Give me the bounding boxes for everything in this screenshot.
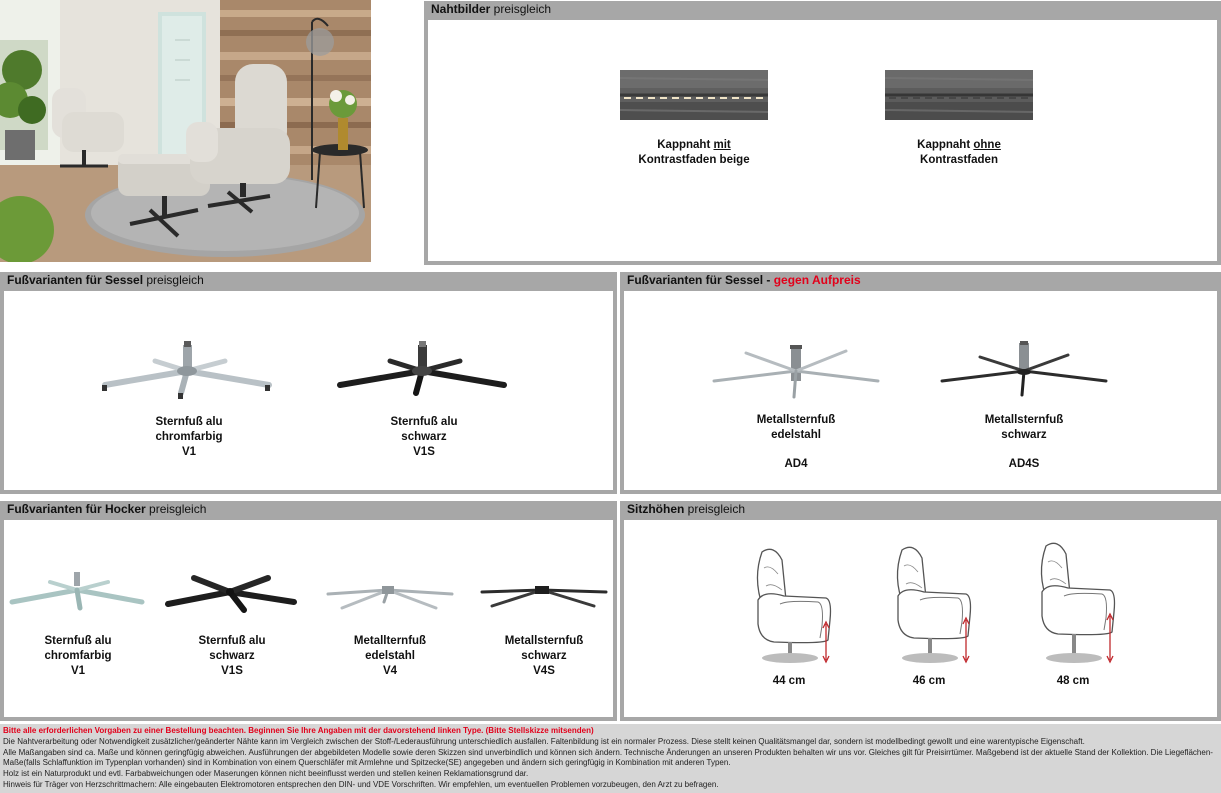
sessel-ad4-name1: Metallsternfuß: [756, 414, 836, 426]
hocker-v4s-code: V4S: [533, 665, 555, 677]
sessel-extra-panel: [620, 272, 1221, 494]
seat-height-panel: [620, 501, 1221, 721]
hocker-v4-name1: Metallternfuß: [353, 635, 427, 647]
hocker-base-v1s: [164, 572, 300, 679]
hocker-v4-code: V4: [382, 665, 398, 677]
sessel-ad4s-code: AD4S: [1008, 458, 1040, 470]
seat-height-46-label: 46 cm: [912, 675, 946, 687]
chair-sketch-48-icon: [1028, 540, 1118, 668]
seam-contrast-label1: Kappnaht: [657, 139, 714, 151]
sessel-ad4s-name1: Metallsternfuß: [984, 414, 1064, 426]
hocker-v1-code: V1: [70, 665, 86, 677]
living-room-photo: [0, 0, 371, 262]
sessel-v1s-code: V1S: [413, 446, 435, 458]
seat-height-panel-header: Sitzhöhen preisgleich: [627, 502, 746, 516]
stool-star-chrome-icon: [8, 572, 148, 614]
seat-height-46: [884, 540, 974, 689]
seam-contrast-label1-underline: mit: [713, 139, 731, 151]
sessel-v1-name2: chromfarbig: [155, 431, 223, 443]
seat-height-panel-body: [624, 520, 1217, 717]
note-wood: Holz ist ein Naturprodukt und evtl. Farbabweichungen oder Maserungen können nicht beeinflusst werden und stellen keinen Reklamationsgrund dar.: [3, 769, 529, 779]
sessel-v1-code: V1: [181, 446, 197, 458]
seam-plain-label1: Kappnaht: [917, 139, 974, 151]
hocker-v4s-name2: schwarz: [521, 650, 567, 662]
star-base-black-icon: [334, 341, 514, 401]
hocker-panel-header: Fußvarianten für Hocker preisgleich: [7, 502, 207, 516]
chair-sketch-46-icon: [884, 540, 974, 668]
sessel-std-panel: [0, 272, 617, 494]
sessel-extra-panel-body: [624, 291, 1217, 490]
hocker-panel-body: [4, 520, 613, 717]
hocker-v1s-name2: schwarz: [209, 650, 255, 662]
sessel-v1s-name2: schwarz: [401, 431, 447, 443]
seam-item-plain: [885, 70, 1033, 168]
seam-contrast-label2: Kontrastfaden beige: [638, 154, 750, 166]
hocker-panel: [0, 501, 617, 721]
hocker-base-v4: [324, 572, 456, 679]
note-dimensions: Alle Maßangaben sind ca. Maße und können geringfügig abweichen. Ausführungen der abgebildeten Modelle sowie deren Skizzen sind unverbindlich und können sich ändern. Technische Änderungen an unseren Produkten behalten wir uns vor. Gleiches gilt für Preisirrtümer. Maßgebend ist der aktuelle Stand der Kollektion. Die Liegeflächen-Maße(falls Schlaffunktion im Typenplan vorhanden) sind in Kombination von einem Querschläfer mit Armlehne und Spitzecke(SE) angegeben und ändern sich geringfügig in Kombination mit anderen Typen.: [3, 747, 1213, 768]
seam-plain-swatch: [885, 70, 1033, 120]
seat-height-44-label: 44 cm: [772, 675, 806, 687]
sessel-ad4-code: AD4: [784, 458, 808, 470]
sessel-v1-name1: Sternfuß alu: [155, 416, 223, 428]
hocker-v1s-name1: Sternfuß alu: [198, 635, 266, 647]
seam-panel-body: [428, 20, 1217, 261]
star-base-chrome-icon: [99, 341, 279, 401]
product-photo: [0, 0, 371, 262]
sessel-ad4-name2: edelstahl: [771, 429, 821, 441]
sessel-ad4s-name2: schwarz: [1001, 429, 1047, 441]
seam-plain-label1-underline: ohne: [973, 139, 1001, 151]
seam-contrast-swatch: [620, 70, 768, 120]
hocker-v1-name1: Sternfuß alu: [44, 635, 112, 647]
metal-star-base-black-icon: [938, 341, 1110, 401]
hocker-v1-name2: chromfarbig: [44, 650, 112, 662]
metal-star-base-steel-icon: [710, 341, 882, 401]
hocker-v4-name2: edelstahl: [365, 650, 415, 662]
sessel-base-ad4: [710, 341, 882, 472]
sessel-base-v1: [99, 341, 279, 460]
order-notes: [0, 724, 1221, 793]
hocker-v1s-code: V1S: [221, 665, 243, 677]
note-seams: Die Nahtverarbeitung oder Notwendigkeit zusätzlicher/geänderter Nähte kann im Vergleich zwischen der Stoff-/Lederausführung unterschiedlich ausfallen. Faltenbildung ist ein normaler Prozess. Diese stellt keinen Qualitätsmangel dar, sondern ist modellbedingt gewollt und eine warentypische Eigenschaft.: [3, 736, 1085, 746]
chair-sketch-44-icon: [744, 540, 834, 668]
hocker-base-v1: [8, 572, 148, 679]
seat-height-48: [1028, 540, 1118, 689]
hocker-base-v4s: [478, 572, 610, 679]
seat-height-44: [744, 540, 834, 689]
sessel-std-panel-header: Fußvarianten für Sessel preisgleich: [7, 273, 204, 287]
sessel-base-v1s: [334, 341, 514, 460]
sessel-std-panel-body: [4, 291, 613, 490]
order-warning: Bitte alle erforderlichen Vorgaben zu einer Bestellung beachten. Beginnen Sie Ihre Angaben mit der davorstehend linken Type. (Bitte Stellskizze mitsenden): [3, 726, 594, 735]
note-pacemaker: Hinweis für Träger von Herzschrittmachern: Alle eingebauten Elektromotoren entsprechen den DIN- und VDE Vorschriften. Wir empfehlen, um eventuellen Problemen vorzubeugen, den Arzt zu befragen.: [3, 779, 719, 789]
seam-panel: [424, 1, 1221, 265]
hocker-v4s-name1: Metallsternfuß: [504, 635, 584, 647]
stool-metal-star-black-icon: [478, 572, 610, 614]
sessel-v1s-name1: Sternfuß alu: [390, 416, 458, 428]
surcharge-label: gegen Aufpreis: [773, 273, 861, 287]
sessel-base-ad4s: [938, 341, 1110, 472]
seam-panel-header: Nahtbilder preisgleich: [431, 2, 552, 16]
seam-item-contrast: [620, 70, 768, 168]
sessel-extra-panel-header: Fußvarianten für Sessel - gegen Aufpreis: [627, 273, 861, 287]
stool-star-black-icon: [164, 572, 300, 614]
seat-height-48-label: 48 cm: [1056, 675, 1090, 687]
stool-metal-star-steel-icon: [324, 572, 456, 614]
seam-plain-label2: Kontrastfaden: [920, 154, 998, 166]
